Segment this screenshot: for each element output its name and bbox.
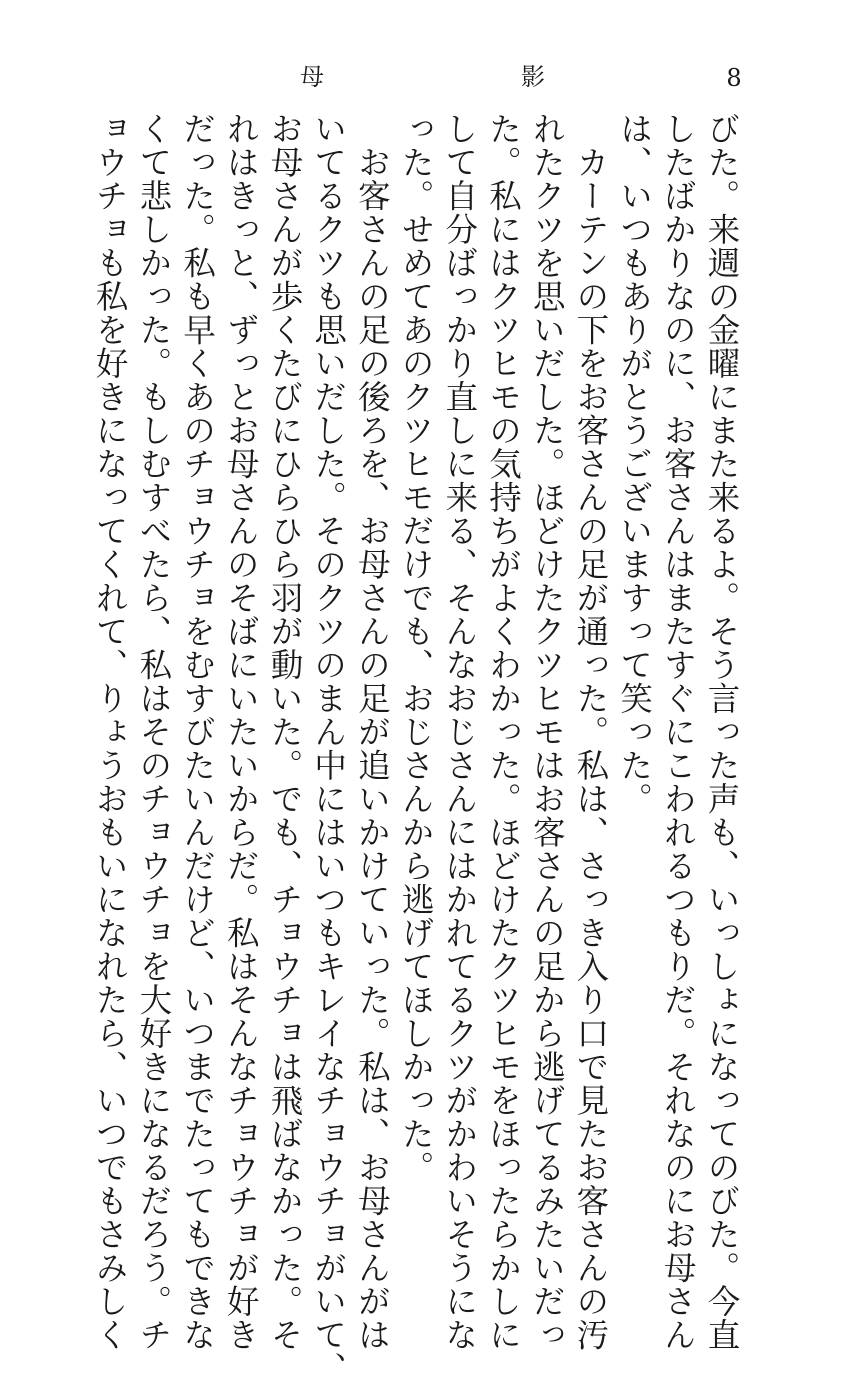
text-line: お母さんが歩くたびにひらひら羽が動いた。でも、チョウチョは飛ばなかった。そ (265, 112, 304, 1352)
text-line: して自分ばっかり直しに来る、そんなおじさんにはかれてるクツがかわいそうにな (440, 112, 479, 1352)
body-text (87, 112, 743, 1385)
text-line: だった。私も早くあのチョウチョをむすびたいんだけど、いつまでたってもできな (178, 112, 217, 1352)
text-line: は、いつもありがとうございますって笑った。 (615, 112, 654, 816)
running-title-char-1: 母 (300, 63, 324, 91)
text-line: ョウチョも私を好きになってくれて、りょうおもいになれたら、いつでもさみしく (91, 112, 130, 1352)
text-line: た。私にはクツヒモの気持ちがよくわかった。ほどけたクツヒモをほったらかしに (484, 112, 523, 1352)
running-title (300, 62, 545, 92)
text-line: カーテンの下をお客さんの足が通った。私は、さっき入り口で見たお客さんの汚 (571, 112, 610, 1352)
text-line: くて悲しかった。もしむすべたら、私はそのチョウチョを大好きになるだろう。チ (134, 112, 173, 1352)
text-line: したばかりなのに、お客さんはまたすぐにこわれるつもりだ。それなのにお母さん (659, 112, 698, 1352)
text-line: お客さんの足の後ろを、お母さんの足が追いかけていった。私は、お母さんがは (353, 112, 392, 1352)
text-line: れたクツを思いだした。ほどけたクツヒモはお客さんの足から逃げてるみたいだっ (528, 112, 567, 1352)
text-line: びた。来週の金曜にまた来るよ。そう言った声も、いっしょになってのびた。今直 (703, 112, 741, 1352)
text-line: いてるクツも思いだした。そのクツのまん中にはいつもキレイなチョウチョがいて、 (309, 112, 348, 1385)
text-line: った。せめてあのクツヒモだけでも、おじさんから逃げてほしかった。 (397, 112, 436, 1184)
page-number: 8 (726, 64, 742, 92)
text-line: れはきっと、ずっとお母さんのそばにいたいからだ。私はそんなチョウチョが好き (222, 112, 261, 1352)
running-title-char-2: 影 (521, 63, 545, 91)
